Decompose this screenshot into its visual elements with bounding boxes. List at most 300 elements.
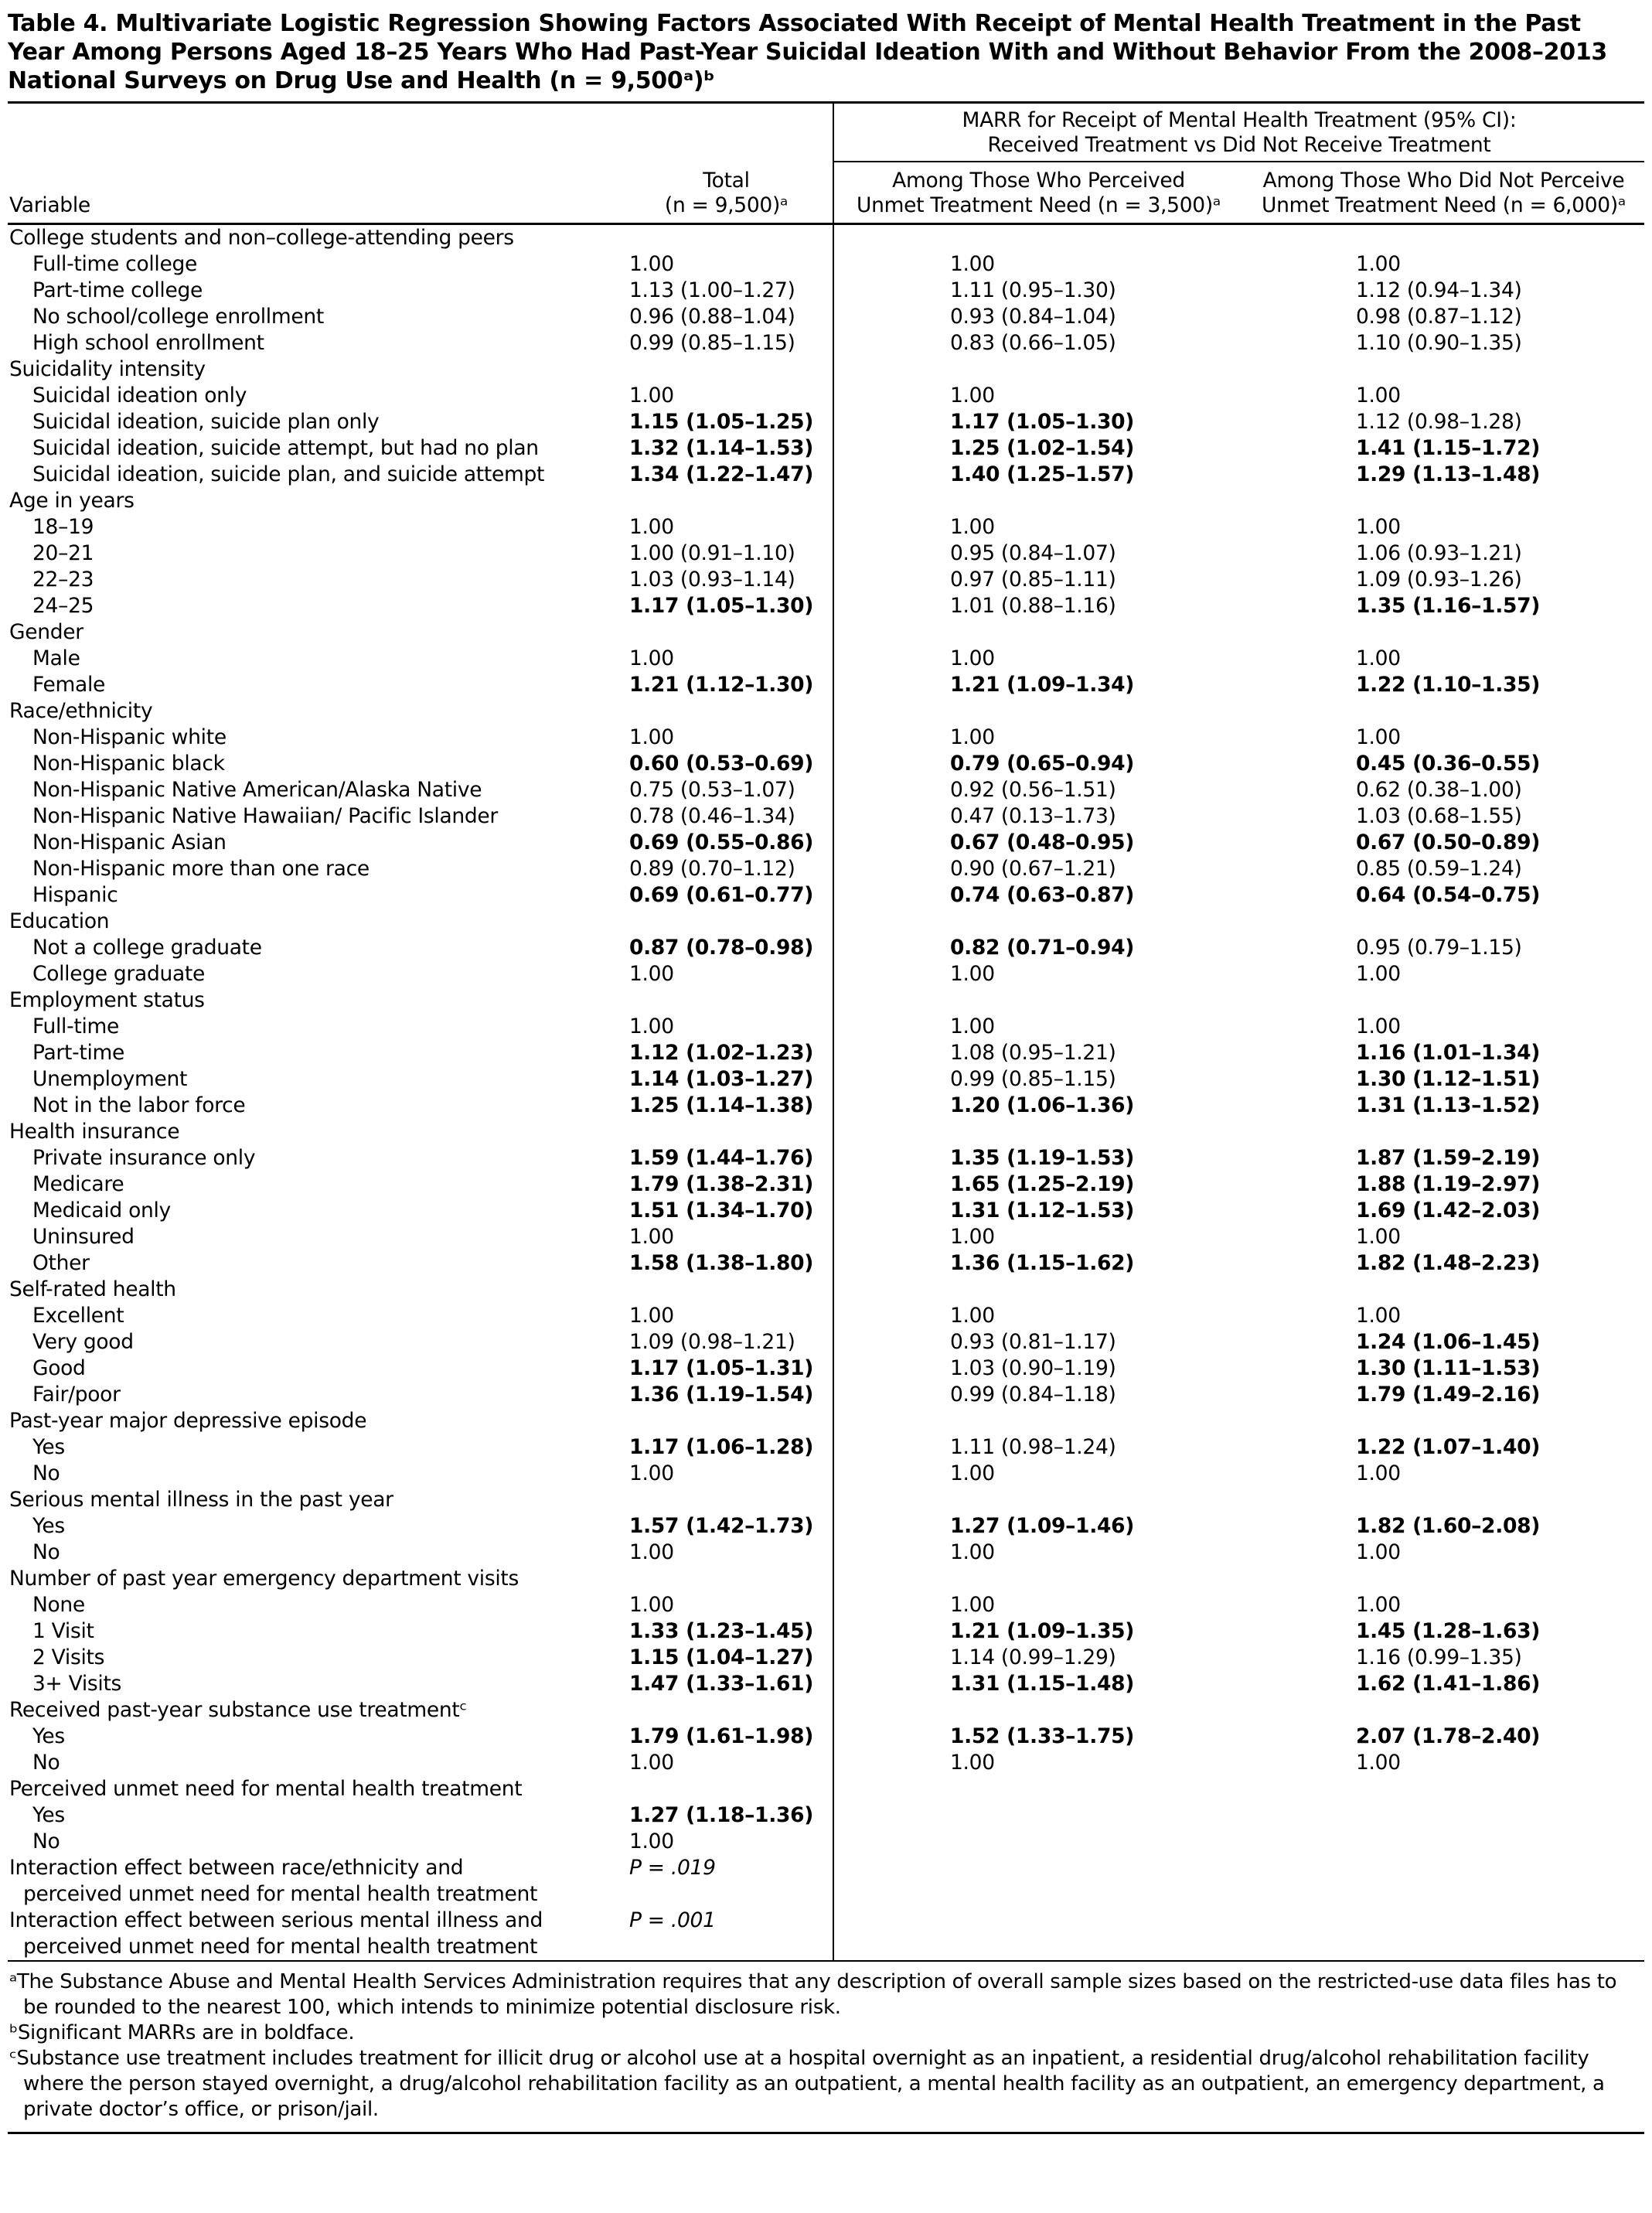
cell-did-not-perceive-unmet-need: 1.45 (1.28–1.63): [1356, 1619, 1541, 1643]
table-row: [8, 1750, 1644, 1776]
section-row: [8, 987, 1644, 1014]
row-label: Part-time: [32, 1041, 125, 1065]
marr-spanner-header: [833, 104, 1644, 162]
cell-total: [620, 698, 833, 725]
cell-perceived-unmet-need: 1.11 (0.98–1.24): [833, 1434, 1243, 1461]
table-row: [8, 830, 1644, 856]
cell-total: 1.15 (1.05–1.25): [629, 410, 814, 434]
total-header-line2: (n = 9,500)ᵃ: [664, 193, 789, 217]
section-label: Perceived unmet need for mental health treatment: [9, 1777, 523, 1801]
cell-perceived-unmet-need: 1.27 (1.09–1.46): [833, 1513, 1243, 1540]
table-row: [8, 1645, 1644, 1671]
cell-total: 1.00: [629, 962, 674, 986]
cell-perceived-unmet-need: 1.35 (1.19–1.53): [833, 1145, 1243, 1171]
table-row: [8, 1224, 1644, 1250]
cell-total: [620, 619, 833, 646]
cell-total: 1.00 (0.91–1.10): [629, 541, 795, 565]
row-label: 22–23: [32, 568, 94, 592]
regression-table: [8, 104, 1644, 1962]
cell-perceived-unmet-need: 0.93 (0.84–1.04): [833, 304, 1243, 330]
cell-did-not-perceive-unmet-need: 1.06 (0.93–1.21): [1356, 541, 1522, 565]
cell-did-not-perceive-unmet-need: 1.31 (1.13–1.52): [1356, 1093, 1541, 1117]
row-label: Non-Hispanic white: [32, 725, 227, 749]
cell-did-not-perceive-unmet-need: 1.82 (1.48–2.23): [1356, 1251, 1541, 1275]
cell-perceived-unmet-need: 1.00: [833, 251, 1243, 278]
cell-did-not-perceive-unmet-need: [1243, 1776, 1644, 1802]
cell-total: 1.00: [629, 252, 674, 276]
cell-did-not-perceive-unmet-need: 1.22 (1.10–1.35): [1356, 673, 1541, 697]
row-label: 1 Visit: [32, 1619, 94, 1643]
cell-did-not-perceive-unmet-need: 1.00: [1356, 384, 1401, 407]
cell-perceived-unmet-need: 1.17 (1.05–1.30): [833, 409, 1243, 435]
cell-did-not-perceive-unmet-need: 1.69 (1.42–2.03): [1356, 1199, 1541, 1222]
table-row: [8, 1093, 1644, 1119]
cell-total: 0.87 (0.78–0.98): [629, 936, 814, 960]
section-label: Race/ethnicity: [9, 699, 153, 723]
row-label: Private insurance only: [32, 1146, 256, 1170]
section-label: Suicidality intensity: [9, 357, 206, 381]
table-row: [8, 1618, 1644, 1645]
table-header: [8, 104, 1644, 224]
table-row: [8, 725, 1644, 751]
row-label: No: [32, 1751, 60, 1775]
section-label: Employment status: [9, 988, 205, 1012]
cell-perceived-unmet-need: 0.90 (0.67–1.21): [833, 856, 1243, 882]
table-row: [8, 1434, 1644, 1461]
cell-did-not-perceive-unmet-need: 1.24 (1.06–1.45): [1356, 1330, 1541, 1354]
row-label: No: [32, 1461, 60, 1485]
cell-perceived-unmet-need: 1.00: [833, 646, 1243, 672]
cell-did-not-perceive-unmet-need: 1.29 (1.13–1.48): [1356, 462, 1541, 486]
cell-perceived-unmet-need: 1.21 (1.09–1.34): [833, 672, 1243, 698]
table-row: [8, 1355, 1644, 1382]
perceived-header-line1: Among Those Who Perceived: [892, 169, 1185, 193]
table-row: [8, 882, 1644, 909]
cell-total: 1.00: [629, 1461, 674, 1485]
table-row: [8, 1040, 1644, 1066]
cell-total: 1.34 (1.22–1.47): [629, 462, 814, 486]
cell-total: 1.57 (1.42–1.73): [629, 1514, 814, 1538]
cell-perceived-unmet-need: 1.11 (0.95–1.30): [833, 278, 1243, 304]
not-perceived-header-line1: Among Those Who Did Not Perceive: [1262, 169, 1625, 193]
section-row: [8, 1119, 1644, 1145]
table-row: [8, 330, 1644, 356]
cell-total: [620, 488, 833, 514]
section-row: [8, 356, 1644, 383]
cell-did-not-perceive-unmet-need: 1.09 (0.93–1.26): [1356, 568, 1522, 592]
cell-perceived-unmet-need: 1.00: [833, 1750, 1243, 1776]
row-label: Part-time college: [32, 278, 203, 302]
column-header-variable: Variable: [8, 162, 620, 224]
cell-total: P = .019: [629, 1856, 716, 1880]
row-label: Other: [32, 1251, 90, 1275]
cell-total: 1.47 (1.33–1.61): [629, 1672, 814, 1696]
cell-did-not-perceive-unmet-need: [1243, 909, 1644, 935]
cell-did-not-perceive-unmet-need: 1.35 (1.16–1.57): [1356, 594, 1541, 618]
section-row: [8, 1776, 1644, 1802]
row-label: Medicaid only: [32, 1199, 171, 1222]
cell-perceived-unmet-need: 0.99 (0.85–1.15): [833, 1066, 1243, 1093]
cell-total: 1.14 (1.03–1.27): [629, 1067, 814, 1091]
cell-did-not-perceive-unmet-need: [1243, 224, 1644, 252]
row-label: Excellent: [32, 1304, 124, 1328]
cell-did-not-perceive-unmet-need: 1.79 (1.49–2.16): [1356, 1383, 1541, 1407]
table-row: [8, 1145, 1644, 1171]
cell-perceived-unmet-need: 1.00: [833, 1303, 1243, 1329]
cell-perceived-unmet-need: [833, 1855, 1243, 1908]
cell-did-not-perceive-unmet-need: [1243, 1119, 1644, 1145]
cell-perceived-unmet-need: [833, 619, 1243, 646]
cell-total: 1.21 (1.12–1.30): [629, 673, 814, 697]
table-row: [8, 751, 1644, 777]
cell-perceived-unmet-need: [833, 909, 1243, 935]
cell-perceived-unmet-need: [833, 1697, 1243, 1724]
table-body: [8, 224, 1644, 1962]
section-row: [8, 909, 1644, 935]
section-row: [8, 224, 1644, 252]
row-label: Male: [32, 646, 80, 670]
table-row: [8, 1855, 1644, 1908]
cell-total: [620, 1408, 833, 1434]
cell-perceived-unmet-need: [833, 1566, 1243, 1592]
cell-did-not-perceive-unmet-need: 1.12 (0.94–1.34): [1356, 278, 1522, 302]
cell-perceived-unmet-need: 1.00: [833, 961, 1243, 987]
cell-did-not-perceive-unmet-need: 1.03 (0.68–1.55): [1356, 804, 1522, 828]
cell-did-not-perceive-unmet-need: 1.00: [1356, 515, 1401, 539]
table-row: [8, 1171, 1644, 1198]
section-label: Health insurance: [9, 1120, 180, 1144]
table-row: [8, 540, 1644, 567]
cell-did-not-perceive-unmet-need: [1243, 1829, 1644, 1855]
cell-perceived-unmet-need: 1.00: [833, 1592, 1243, 1618]
cell-did-not-perceive-unmet-need: 1.00: [1356, 252, 1401, 276]
cell-perceived-unmet-need: [833, 224, 1243, 252]
cell-total: [620, 356, 833, 383]
section-row: [8, 1487, 1644, 1513]
cell-total: 1.09 (0.98–1.21): [629, 1330, 795, 1354]
section-label: Past-year major depressive episode: [9, 1409, 367, 1433]
row-label: No school/college enrollment: [32, 305, 324, 329]
cell-did-not-perceive-unmet-need: 2.07 (1.78–2.40): [1356, 1724, 1541, 1748]
row-label: Good: [32, 1356, 86, 1380]
cell-total: 0.60 (0.53–0.69): [629, 752, 814, 776]
spanner-empty-total: [620, 104, 833, 162]
section-row: [8, 488, 1644, 514]
row-label: Suicidal ideation only: [32, 384, 247, 407]
table-row: [8, 935, 1644, 961]
table-row: [8, 278, 1644, 304]
row-label: Female: [32, 673, 106, 697]
cell-did-not-perceive-unmet-need: 0.62 (0.38–1.00): [1356, 778, 1522, 802]
table-row: [8, 1829, 1644, 1855]
cell-perceived-unmet-need: 0.83 (0.66–1.05): [833, 330, 1243, 356]
footnote-b: ᵇSignificant MARRs are in boldface.: [9, 2021, 355, 2044]
row-label: Non-Hispanic Native Hawaiian/ Pacific Islander: [32, 804, 499, 828]
cell-total: 1.36 (1.19–1.54): [629, 1383, 814, 1407]
cell-perceived-unmet-need: [833, 1908, 1243, 1961]
section-row: [8, 1566, 1644, 1592]
footnotes: [8, 1963, 1644, 2134]
cell-total: 1.27 (1.18–1.36): [629, 1803, 814, 1827]
table-row: [8, 1250, 1644, 1277]
row-label: Yes: [32, 1803, 65, 1827]
cell-total: P = .001: [620, 1908, 833, 1961]
cell-total: 1.12 (1.02–1.23): [629, 1041, 814, 1065]
cell-perceived-unmet-need: 1.08 (0.95–1.21): [833, 1040, 1243, 1066]
cell-did-not-perceive-unmet-need: 1.00: [1356, 1304, 1401, 1328]
cell-perceived-unmet-need: [833, 698, 1243, 725]
cell-total: 0.78 (0.46–1.34): [629, 804, 795, 828]
cell-total: [620, 909, 833, 935]
row-label: Not a college graduate: [32, 936, 262, 960]
row-label: Suicidal ideation, suicide plan, and suicide attempt: [32, 462, 545, 486]
row-label: 3+ Visits: [32, 1672, 122, 1696]
section-label: Number of past year emergency department visits: [9, 1567, 519, 1591]
row-label: Non-Hispanic Asian: [32, 830, 227, 854]
table-row: [8, 856, 1644, 882]
section-row: [8, 1277, 1644, 1303]
cell-perceived-unmet-need: 1.65 (1.25–2.19): [833, 1171, 1243, 1198]
row-label: Suicidal ideation, suicide attempt, but had no plan: [32, 436, 539, 460]
spanner-row: [8, 104, 1644, 162]
row-label: Non-Hispanic Native American/Alaska Native: [32, 778, 482, 802]
spanner-empty-stub: [8, 104, 620, 162]
cell-total: [620, 1487, 833, 1513]
cell-total: [620, 224, 833, 252]
cell-did-not-perceive-unmet-need: 1.00: [1356, 646, 1401, 670]
cell-total: 1.17 (1.05–1.31): [629, 1356, 814, 1380]
table-row: [8, 961, 1644, 987]
section-row: [8, 1408, 1644, 1434]
cell-did-not-perceive-unmet-need: 1.30 (1.11–1.53): [1356, 1356, 1541, 1380]
cell-perceived-unmet-need: 0.67 (0.48–0.95): [833, 830, 1243, 856]
cell-did-not-perceive-unmet-need: 1.00: [1356, 725, 1401, 749]
table-title: Table 4. Multivariate Logistic Regression Showing Factors Associated With Receipt of Mental Health Treatment in the Past Year Among Persons Aged 18–25 Years Who Had Past-Year Suicidal Ideation With and Without Behavior From the 2008–2013 National Surveys on Drug Use and Health (n = 9,500ᵃ)ᵇ: [8, 9, 1644, 104]
cell-total: 1.51 (1.34–1.70): [629, 1199, 814, 1222]
cell-perceived-unmet-need: 1.14 (0.99–1.29): [833, 1645, 1243, 1671]
table-row: [8, 646, 1644, 672]
cell-did-not-perceive-unmet-need: 1.88 (1.19–2.97): [1356, 1172, 1541, 1196]
cell-perceived-unmet-need: 0.97 (0.85–1.11): [833, 567, 1243, 593]
column-header-total: [620, 162, 833, 224]
table-row: [8, 383, 1644, 409]
cell-total: 1.25 (1.14–1.38): [629, 1093, 814, 1117]
cell-did-not-perceive-unmet-need: 1.62 (1.41–1.86): [1356, 1672, 1541, 1696]
table-row: [8, 567, 1644, 593]
cell-perceived-unmet-need: 1.00: [833, 1224, 1243, 1250]
row-label: Non-Hispanic black: [32, 752, 225, 776]
cell-did-not-perceive-unmet-need: 1.00: [1356, 1461, 1401, 1485]
cell-total: 0.99 (0.85–1.15): [629, 331, 795, 355]
row-label: Yes: [32, 1435, 65, 1459]
cell-total: 1.00: [629, 1540, 674, 1564]
cell-perceived-unmet-need: 1.21 (1.09–1.35): [833, 1618, 1243, 1645]
cell-did-not-perceive-unmet-need: [1243, 1855, 1644, 1908]
cell-did-not-perceive-unmet-need: 1.10 (0.90–1.35): [1356, 331, 1522, 355]
cell-total: 1.00: [629, 1014, 674, 1038]
table-row: [8, 1802, 1644, 1829]
row-label: 2 Visits: [32, 1645, 105, 1669]
cell-total: 1.79 (1.38–2.31): [629, 1172, 814, 1196]
row-label: Interaction effect between race/ethnicity and perceived unmet need for mental health treatment: [9, 1856, 538, 1906]
cell-did-not-perceive-unmet-need: [1243, 1908, 1644, 1961]
section-label: College students and non–college-attending peers: [9, 226, 514, 250]
cell-did-not-perceive-unmet-need: [1243, 1277, 1644, 1303]
table-row: [8, 1303, 1644, 1329]
section-label: Gender: [9, 620, 83, 644]
cell-perceived-unmet-need: 0.99 (0.84–1.18): [833, 1382, 1243, 1408]
row-label: Yes: [32, 1514, 65, 1538]
section-label: Self-rated health: [9, 1277, 176, 1301]
cell-total: 1.79 (1.61–1.98): [629, 1724, 814, 1748]
cell-total: 1.00: [629, 384, 674, 407]
cell-did-not-perceive-unmet-need: [1243, 488, 1644, 514]
cell-did-not-perceive-unmet-need: [1243, 1408, 1644, 1434]
column-header-perceived-unmet-need: [833, 162, 1243, 224]
cell-perceived-unmet-need: 1.25 (1.02–1.54): [833, 435, 1243, 462]
cell-perceived-unmet-need: [833, 1119, 1243, 1145]
cell-total: 0.69 (0.55–0.86): [629, 830, 814, 854]
cell-did-not-perceive-unmet-need: 1.30 (1.12–1.51): [1356, 1067, 1541, 1091]
cell-did-not-perceive-unmet-need: 1.00: [1356, 962, 1401, 986]
section-row: [8, 1697, 1644, 1724]
row-label: 20–21: [32, 541, 94, 565]
cell-perceived-unmet-need: [833, 1776, 1243, 1802]
cell-total: 1.03 (0.93–1.14): [629, 568, 795, 592]
cell-total: 1.00: [629, 515, 674, 539]
cell-total: 1.00: [629, 1829, 674, 1853]
cell-total: 1.15 (1.04–1.27): [629, 1645, 814, 1669]
cell-perceived-unmet-need: 0.93 (0.81–1.17): [833, 1329, 1243, 1355]
row-label: Medicare: [32, 1172, 124, 1196]
cell-total: [620, 1697, 833, 1724]
cell-total: 1.00: [629, 1225, 674, 1249]
cell-perceived-unmet-need: [833, 1802, 1243, 1829]
table-row: [8, 672, 1644, 698]
row-label: Not in the labor force: [32, 1093, 246, 1117]
table-row: [8, 1198, 1644, 1224]
table-row: [8, 1461, 1644, 1487]
cell-did-not-perceive-unmet-need: 0.64 (0.54–0.75): [1356, 883, 1541, 907]
cell-total: 0.75 (0.53–1.07): [629, 778, 795, 802]
cell-perceived-unmet-need: [833, 488, 1243, 514]
cell-perceived-unmet-need: 0.74 (0.63–0.87): [833, 882, 1243, 909]
footnote-c: ᶜSubstance use treatment includes treatment for illicit drug or alcohol use at a hospital overnight as an inpatient, a residential drug/alcohol rehabilitation facility where the person stayed overnight, a drug/alcohol rehabilitation facility as an outpatient, a mental health facility as an outpatient, an emergency department, a private doctor’s office, or prison/jail.: [9, 2047, 1605, 2121]
cell-perceived-unmet-need: 0.79 (0.65–0.94): [833, 751, 1243, 777]
cell-total: 1.00: [629, 1593, 674, 1617]
row-label: Full-time college: [32, 252, 198, 276]
table-row: [8, 409, 1644, 435]
cell-total: 1.00: [629, 1304, 674, 1328]
table-row: [8, 1513, 1644, 1540]
cell-perceived-unmet-need: 0.95 (0.84–1.07): [833, 540, 1243, 567]
row-label: Interaction effect between serious mental illness and perceived unmet need for mental health treatment: [8, 1908, 620, 1961]
section-row: [8, 619, 1644, 646]
table-row: [8, 593, 1644, 619]
cell-did-not-perceive-unmet-need: [1243, 1566, 1644, 1592]
table-row: [8, 803, 1644, 830]
cell-did-not-perceive-unmet-need: 1.00: [1356, 1593, 1401, 1617]
cell-perceived-unmet-need: 1.36 (1.15–1.62): [833, 1250, 1243, 1277]
cell-perceived-unmet-need: 1.52 (1.33–1.75): [833, 1724, 1243, 1750]
cell-perceived-unmet-need: 1.00: [833, 383, 1243, 409]
marr-spanner-line1: MARR for Receipt of Mental Health Treatment (95% CI):: [962, 108, 1517, 132]
row-label: 18–19: [32, 515, 94, 539]
cell-did-not-perceive-unmet-need: 1.16 (1.01–1.34): [1356, 1041, 1541, 1065]
cell-did-not-perceive-unmet-need: 1.00: [1356, 1540, 1401, 1564]
total-header-line1: Total: [703, 169, 750, 193]
cell-total: 1.33 (1.23–1.45): [629, 1619, 814, 1643]
cell-total: 1.00: [629, 1751, 674, 1775]
cell-did-not-perceive-unmet-need: [1243, 1487, 1644, 1513]
row-label: No: [32, 1540, 60, 1564]
cell-perceived-unmet-need: [833, 1408, 1243, 1434]
cell-did-not-perceive-unmet-need: 1.00: [1356, 1751, 1401, 1775]
row-label: Full-time: [32, 1014, 120, 1038]
cell-total: [620, 1119, 833, 1145]
row-label: Non-Hispanic more than one race: [32, 857, 370, 881]
cell-perceived-unmet-need: 0.92 (0.56–1.51): [833, 777, 1243, 803]
cell-total: 1.17 (1.06–1.28): [629, 1435, 814, 1459]
cell-did-not-perceive-unmet-need: 0.67 (0.50–0.89): [1356, 830, 1541, 854]
section-label: Age in years: [9, 489, 135, 513]
table-row: [8, 1540, 1644, 1566]
cell-perceived-unmet-need: 1.31 (1.15–1.48): [833, 1671, 1243, 1697]
perceived-header-line2: Unmet Treatment Need (n = 3,500)ᵃ: [857, 193, 1221, 217]
not-perceived-header-line2: Unmet Treatment Need (n = 6,000)ᵃ: [1262, 193, 1626, 217]
cell-perceived-unmet-need: [833, 987, 1243, 1014]
cell-total: [620, 1277, 833, 1303]
cell-perceived-unmet-need: 1.03 (0.90–1.19): [833, 1355, 1243, 1382]
cell-perceived-unmet-need: [833, 356, 1243, 383]
cell-did-not-perceive-unmet-need: 1.00: [1356, 1225, 1401, 1249]
table-row: [8, 1382, 1644, 1408]
cell-did-not-perceive-unmet-need: [1243, 619, 1644, 646]
cell-perceived-unmet-need: 1.31 (1.12–1.53): [833, 1198, 1243, 1224]
table-row: [8, 1329, 1644, 1355]
row-label: Uninsured: [32, 1225, 135, 1249]
table-row: [8, 777, 1644, 803]
table-row: [8, 1724, 1644, 1750]
row-label: Hispanic: [32, 883, 118, 907]
footnote-a: ᵃThe Substance Abuse and Mental Health Services Administration requires that any description of overall sample sizes based on the restricted-use data files has to be rounded to the nearest 100, which intends to minimize potential disclosure risk.: [9, 1970, 1617, 2019]
cell-did-not-perceive-unmet-need: 0.95 (0.79–1.15): [1356, 936, 1522, 960]
section-row: [8, 698, 1644, 725]
cell-total: 1.58 (1.38–1.80): [629, 1251, 814, 1275]
section-label: Received past-year substance use treatmentᶜ: [9, 1698, 468, 1722]
cell-total: [620, 1776, 833, 1802]
cell-total: 1.59 (1.44–1.76): [629, 1146, 814, 1170]
table-row: [8, 1671, 1644, 1697]
cell-did-not-perceive-unmet-need: 1.12 (0.98–1.28): [1356, 410, 1522, 434]
cell-perceived-unmet-need: 1.00: [833, 725, 1243, 751]
cell-did-not-perceive-unmet-need: [1243, 1802, 1644, 1829]
row-label: No: [32, 1829, 60, 1853]
cell-total: 0.69 (0.61–0.77): [629, 883, 814, 907]
cell-did-not-perceive-unmet-need: 1.22 (1.07–1.40): [1356, 1435, 1541, 1459]
table-row: [8, 1592, 1644, 1618]
table-row: [8, 1014, 1644, 1040]
cell-did-not-perceive-unmet-need: 1.41 (1.15–1.72): [1356, 436, 1541, 460]
table-row: [8, 514, 1644, 540]
cell-did-not-perceive-unmet-need: [1243, 698, 1644, 725]
cell-perceived-unmet-need: 1.00: [833, 1461, 1243, 1487]
cell-perceived-unmet-need: 1.00: [833, 1540, 1243, 1566]
cell-did-not-perceive-unmet-need: 0.98 (0.87–1.12): [1356, 305, 1522, 329]
row-label: Unemployment: [32, 1067, 188, 1091]
row-label: Yes: [32, 1724, 65, 1748]
cell-did-not-perceive-unmet-need: 1.87 (1.59–2.19): [1356, 1146, 1541, 1170]
